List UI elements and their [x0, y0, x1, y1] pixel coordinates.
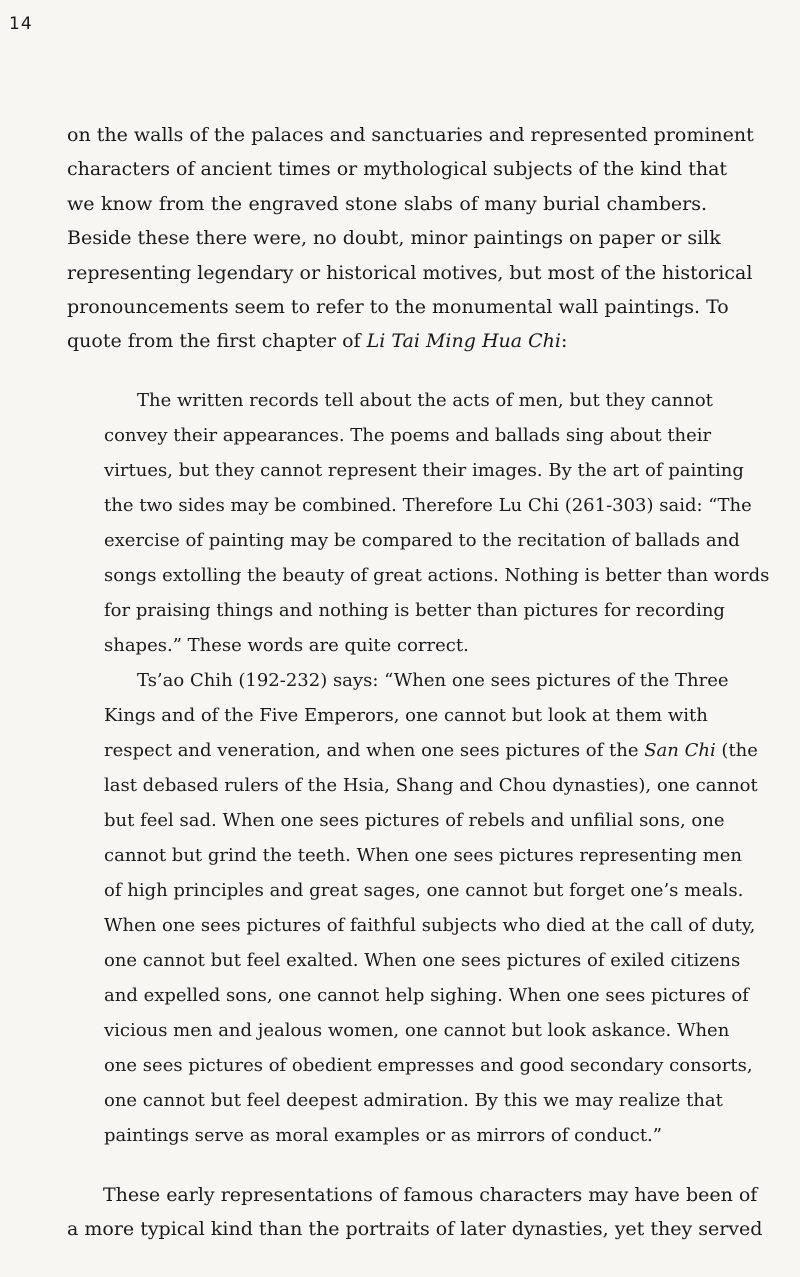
- text-line: representing legendary or historical motives, but most of the historical: [67, 261, 753, 284]
- text-line: we know from the engraved stone slabs of many burial chambers.: [67, 192, 707, 215]
- text-line: a more typical kind than the portraits of later dynasties, yet they served: [67, 1218, 763, 1240]
- text-line: These early representations of famous characters may have been of: [103, 1184, 758, 1206]
- quote-line: cannot but grind the teeth. When one sees pictures representing men: [104, 845, 743, 866]
- quote-line: shapes.” These words are quite correct.: [104, 635, 469, 656]
- quote-line: vicious men and jealous women, one cannot but look askance. When: [104, 1020, 730, 1041]
- quote-line: Ts’ao Chih (192-232) says: “When one sees pictures of the Three: [137, 670, 729, 691]
- book-title: Li Tai Ming Hua Chi: [366, 330, 561, 353]
- quote-line: The written records tell about the acts of men, but they cannot: [137, 390, 713, 411]
- intro-paragraph: [67, 118, 754, 359]
- quote-line: Kings and of the Five Emperors, one cannot but look at them with: [104, 705, 708, 726]
- text-line: [67, 324, 707, 358]
- closing-paragraph: [67, 1178, 763, 1246]
- quote-line: the two sides may be combined. Therefore Lu Chi (261-303) said: “The: [104, 495, 752, 516]
- text-line: characters of ancient times or mythological subjects of the kind that: [67, 158, 728, 181]
- quote-line: songs extolling the beauty of great actions. Nothing is better than words: [104, 565, 770, 586]
- quote-line: When one sees pictures of faithful subjects who died at the call of duty,: [104, 915, 756, 936]
- quote-line: convey their appearances. The poems and ballads sing about their: [104, 425, 712, 446]
- text-line: pronouncements seem to refer to the monumental wall paintings. To: [67, 295, 729, 318]
- quote-line: [104, 733, 758, 768]
- quote-line: but feel sad. When one sees pictures of rebels and unfilial sons, one: [104, 810, 725, 831]
- block-quote: [104, 383, 770, 1153]
- quote-line: one cannot but feel deepest admiration. By this we may realize that: [104, 1090, 723, 1111]
- page-number: 14: [9, 14, 33, 34]
- quote-fragment: (the: [715, 740, 758, 761]
- quote-line: one sees pictures of obedient empresses and good secondary consorts,: [104, 1055, 753, 1076]
- san-chi-term: San Chi: [644, 740, 716, 761]
- quote-line: paintings serve as moral examples or as mirrors of conduct.”: [104, 1125, 662, 1146]
- quote-fragment: respect and veneration, and when one sees pictures of the: [104, 740, 645, 761]
- quote-line: virtues, but they cannot represent their images. By the art of painting: [104, 460, 744, 481]
- text-line: on the walls of the palaces and sanctuaries and represented prominent: [67, 124, 754, 146]
- text-line: Beside these there were, no doubt, minor paintings on paper or silk: [67, 227, 721, 250]
- quote-line: and expelled sons, one cannot help sighing. When one sees pictures of: [104, 985, 749, 1006]
- quote-line: exercise of painting may be compared to the recitation of ballads and: [104, 530, 740, 551]
- quote-line: last debased rulers of the Hsia, Shang and Chou dynasties), one cannot: [104, 775, 758, 796]
- quote-line: for praising things and nothing is better than pictures for recording: [104, 600, 725, 621]
- intro-colon: :: [560, 330, 568, 353]
- intro-lead-in: quote from the first chapter of: [67, 330, 367, 353]
- quote-line: one cannot but feel exalted. When one sees pictures of exiled citizens: [104, 950, 741, 971]
- quote-line: of high principles and great sages, one cannot but forget one’s meals.: [104, 880, 744, 901]
